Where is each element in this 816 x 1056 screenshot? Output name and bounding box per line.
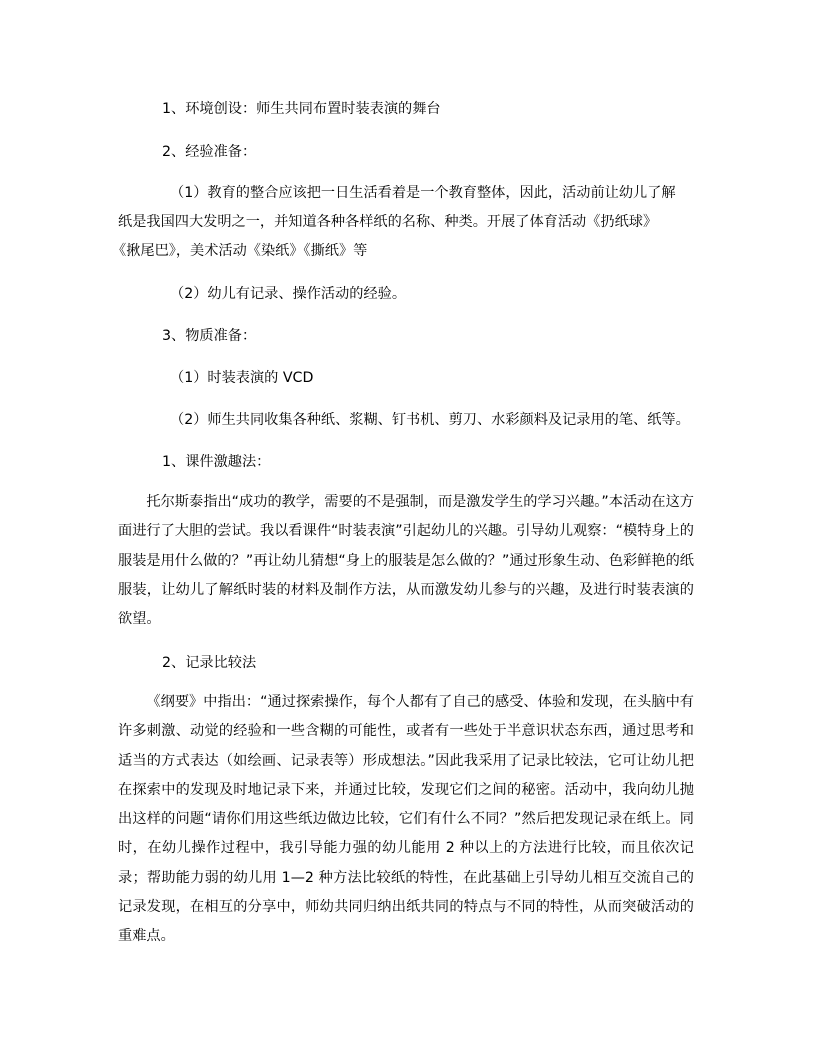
section-heading-courseware-method: 1、课件激趣法： <box>162 454 271 470</box>
experience-item-2: （2）幼儿有记录、操作活动的经验。 <box>170 286 407 302</box>
materials-item-1: （1）时装表演的 VCD <box>170 370 314 386</box>
courseware-method-paragraph: 托尔斯泰指出“成功的教学，需要的不是强制，而是激发学生的学习兴趣。”本活动在这方面进行了大胆的尝试。我以看课件“时装表演”引起幼儿的兴趣。引导幼儿观察：“模特身上的服装是用什么做的？”再让幼儿猜想“身上的服装是怎么做的？”通过形象生动、色彩鲜艳的纸服装，让幼儿了解纸时装的材料及制作方法，从而激发幼儿参与的兴趣，及进行时装表演的欲望。 <box>118 494 694 628</box>
section-heading-environment: 1、环境创设：师生共同布置时装表演的舞台 <box>162 101 441 117</box>
experience-item-1-line-3: 《揪尾巴》，美术活动《染纸》《撕纸》等 <box>112 243 368 259</box>
section-heading-record-compare-method: 2、记录比较法 <box>162 655 257 671</box>
materials-item-2: （2）师生共同收集各种纸、浆糊、钉书机、剪刀、水彩颜料及记录用的笔、纸等。 <box>170 412 690 428</box>
experience-item-1-line-1: （1）教育的整合应该把一日生活看着是一个教育整体，因此，活动前让幼儿了解 <box>170 185 676 201</box>
section-heading-materials: 3、物质准备： <box>162 328 257 344</box>
experience-item-1-line-2: 纸是我国四大发明之一，并知道各种各样纸的名称、种类。开展了体育活动《扔纸球》 <box>118 214 658 230</box>
record-compare-method-paragraph: 《纲要》中指出：“通过探索操作，每个人都有了自己的感受、体验和发现，在头脑中有许多刺激、动觉的经验和一些含糊的可能性，或者有一些处于半意识状态东西，通过思考和适当的方式表达（如绘画、记录表等）形成想法。”因此我采用了记录比较法，它可让幼儿把在探索中的发现及时地记录下来，并通过比较，发现它们之间的秘密。活动中，我向幼儿抛出这样的问题“请你们用这些纸边做边比较，它们有什么不同？”然后把发现记录在纸上。同时，在幼儿操作过程中，我引导能力强的幼儿能用 2 种以上的方法进行比较，而且依次记录；帮助能力弱的幼儿用 1—2 种方法比较纸的特性，在此基础上引导幼儿相互交流自己的记录发现，在相互的分享中，师幼共同归纳出纸共同的特点与不同的特性，从而突破活动的重难点。 <box>118 694 694 945</box>
section-heading-experience: 2、经验准备： <box>162 144 257 160</box>
